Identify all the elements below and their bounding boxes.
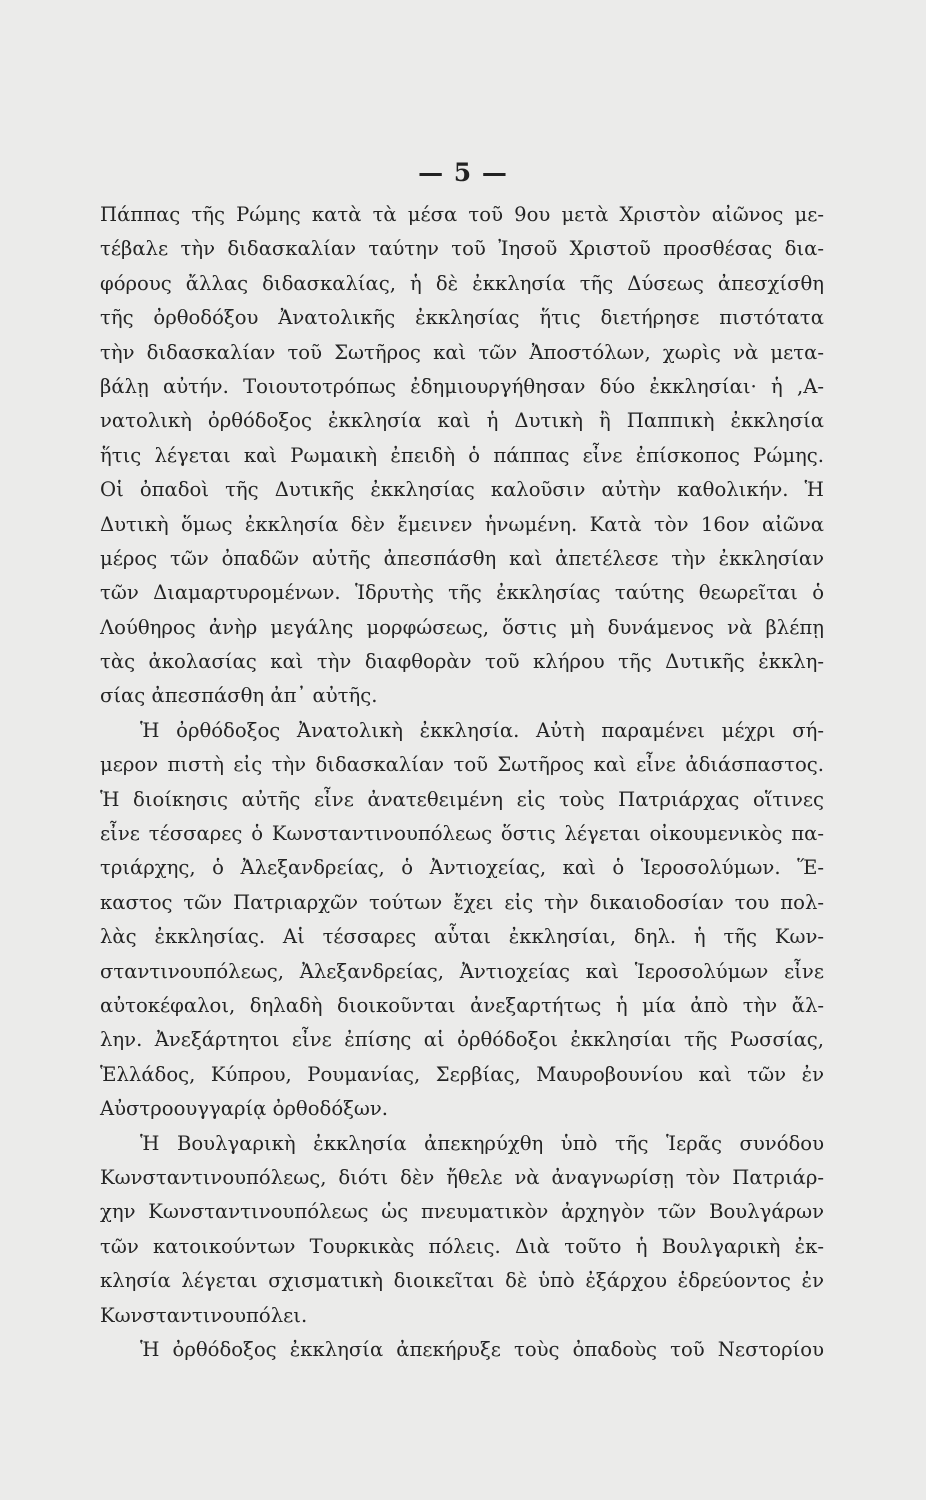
text-line: φόρους ἄλλας διδασκαλίας, ἡ δὲ ἐκκλησία τῆς Δύσεως ἀπεσχίσθη [100,271,824,295]
text-line: σίας ἀπεσπάσθη ἀπ᾽ αὐτῆς. [100,684,378,708]
text-line: τριάρχης, ὁ Ἀλεξανδρείας, ὁ Ἀντιοχείας, καὶ ὁ Ἱεροσολύμων. Ἕ- [100,856,824,880]
text-line: εἶνε τέσσαρες ὁ Κωνσταντινουπόλεως ὅστις λέγεται οἰκουμενικὸς πα- [100,822,824,846]
text-line: σταντινουπόλεως, Ἀλεξανδρείας, Ἀντιοχείας καὶ Ἱεροσολύμων εἶνε [100,959,824,983]
text-line: Οἱ ὀπαδοὶ τῆς Δυτικῆς ἐκκλησίας καλοῦσιν αὐτὴν καθολικήν. Ἡ [100,478,824,502]
text-line: χην Κωνσταντινουπόλεως ὡς πνευματικὸν ἀρχηγὸν τῶν Βουλγάρων [100,1200,824,1224]
page-number: — 5 — [418,158,508,187]
text-line: τῶν κατοικούντων Τουρκικὰς πόλεις. Διὰ τοῦτο ἡ Βουλγαρικὴ ἐκ- [100,1234,824,1258]
paragraph-2 [100,714,824,1127]
text-line: Αὐστροουγγαρίᾳ ὀρθοδόξων. [100,1097,389,1121]
text-line: τὴν διδασκαλίαν τοῦ Σωτῆρος καὶ τῶν Ἀποστόλων, χωρὶς νὰ μετα- [100,340,824,364]
text-line: Ἡ Βουλγαρικὴ ἐκκλησία ἀπεκηρύχθη ὑπὸ τῆς Ἱερᾶς συνόδου [140,1131,824,1155]
text-line: τέβαλε τὴν διδασκαλίαν ταύτην τοῦ Ἰησοῦ Χριστοῦ προσθέσας δια- [100,237,824,261]
text-line: Ἡ ὀρθόδοξος ἐκκλησία ἀπεκήρυξε τοὺς ὀπαδοὺς τοῦ Νεστορίου [140,1337,824,1361]
paragraph-4 [100,1333,824,1367]
text-line: Κωνσταντινουπόλεως, διότι δὲν ἤθελε νὰ ἀναγνωρίσῃ τὸν Πατριάρ- [100,1165,824,1189]
text-line: βάλῃ αὐτήν. Τοιουτοτρόπως ἐδημιουργήθησαν δύο ἐκκλησίαι· ἡ ,Α- [100,374,824,398]
text-line: Δυτικὴ ὅμως ἐκκλησία δὲν ἔμεινεν ἡνωμένη. Κατὰ τὸν 16ον αἰῶνα [100,512,824,536]
text-line: νατολικὴ ὀρθόδοξος ἐκκλησία καὶ ἡ Δυτικὴ ἢ Παππικὴ ἐκκλησία [100,409,824,433]
text-line: Κωνσταντινουπόλει. [100,1303,308,1327]
paragraph-3 [100,1127,824,1333]
text-line: λην. Ἀνεξάρτητοι εἶνε ἐπίσης αἱ ὀρθόδοξοι ἐκκλησίαι τῆς Ρωσσίας, [100,1028,824,1052]
text-line: Πάππας τῆς Ρώμης κατὰ τὰ μέσα τοῦ 9ου μετὰ Χριστὸν αἰῶνος με- [100,203,824,226]
text-line: Ἑλλάδος, Κύπρου, Ρουμανίας, Σερβίας, Μαυροβουνίου καὶ τῶν ἐν [100,1062,824,1086]
text-line: αὐτοκέφαλοι, δηλαδὴ διοικοῦνται ἀνεξαρτήτως ἡ μία ἀπὸ τὴν ἄλ- [100,993,824,1017]
text-line: τῆς ὀρθοδόξου Ἀνατολικῆς ἐκκλησίας ἥτις διετήρησε πιστότατα [100,306,824,330]
body-text [100,198,824,1367]
text-line: καστος τῶν Πατριαρχῶν τούτων ἔχει εἰς τὴν δικαιοδοσίαν του πολ- [100,890,824,914]
paragraph-1 [100,198,824,714]
text-line: τὰς ἀκολασίας καὶ τὴν διαφθορὰν τοῦ κλήρου τῆς Δυτικῆς ἐκκλη- [100,650,824,674]
text-line: μέρος τῶν ὀπαδῶν αὐτῆς ἀπεσπάσθη καὶ ἀπετέλεσε τὴν ἐκκλησίαν [100,546,824,570]
text-line: Ἡ διοίκησις αὐτῆς εἶνε ἀνατεθειμένη εἰς τοὺς Πατριάρχας οἵτινες [100,787,824,811]
text-line: Λούθηρος ἀνὴρ μεγάλης μορφώσεως, ὅστις μὴ δυνάμενος νὰ βλέπῃ [100,615,824,639]
text-line: τῶν Διαμαρτυρομένων. Ἱδρυτὴς τῆς ἐκκλησίας ταύτης θεωρεῖται ὁ [100,581,824,605]
text-line: κλησία λέγεται σχισματικὴ διοικεῖται δὲ ὑπὸ ἐξάρχου ἑδρεύοντος ἐν [100,1269,824,1293]
text-line: ἥτις λέγεται καὶ Ρωμαικὴ ἐπειδὴ ὁ πάππας εἶνε ἐπίσκοπος Ρώμης. [100,443,824,467]
text-line: λὰς ἐκκλησίας. Αἱ τέσσαρες αὗται ἐκκλησίαι, δηλ. ἡ τῆς Κων- [100,925,824,949]
text-line: Ἡ ὀρθόδοξος Ἀνατολικὴ ἐκκλησία. Αὐτὴ παραμένει μέχρι σή- [140,718,824,742]
text-line: μερον πιστὴ εἰς τὴν διδασκαλίαν τοῦ Σωτῆρος καὶ εἶνε ἀδιάσπαστος. [100,753,824,777]
